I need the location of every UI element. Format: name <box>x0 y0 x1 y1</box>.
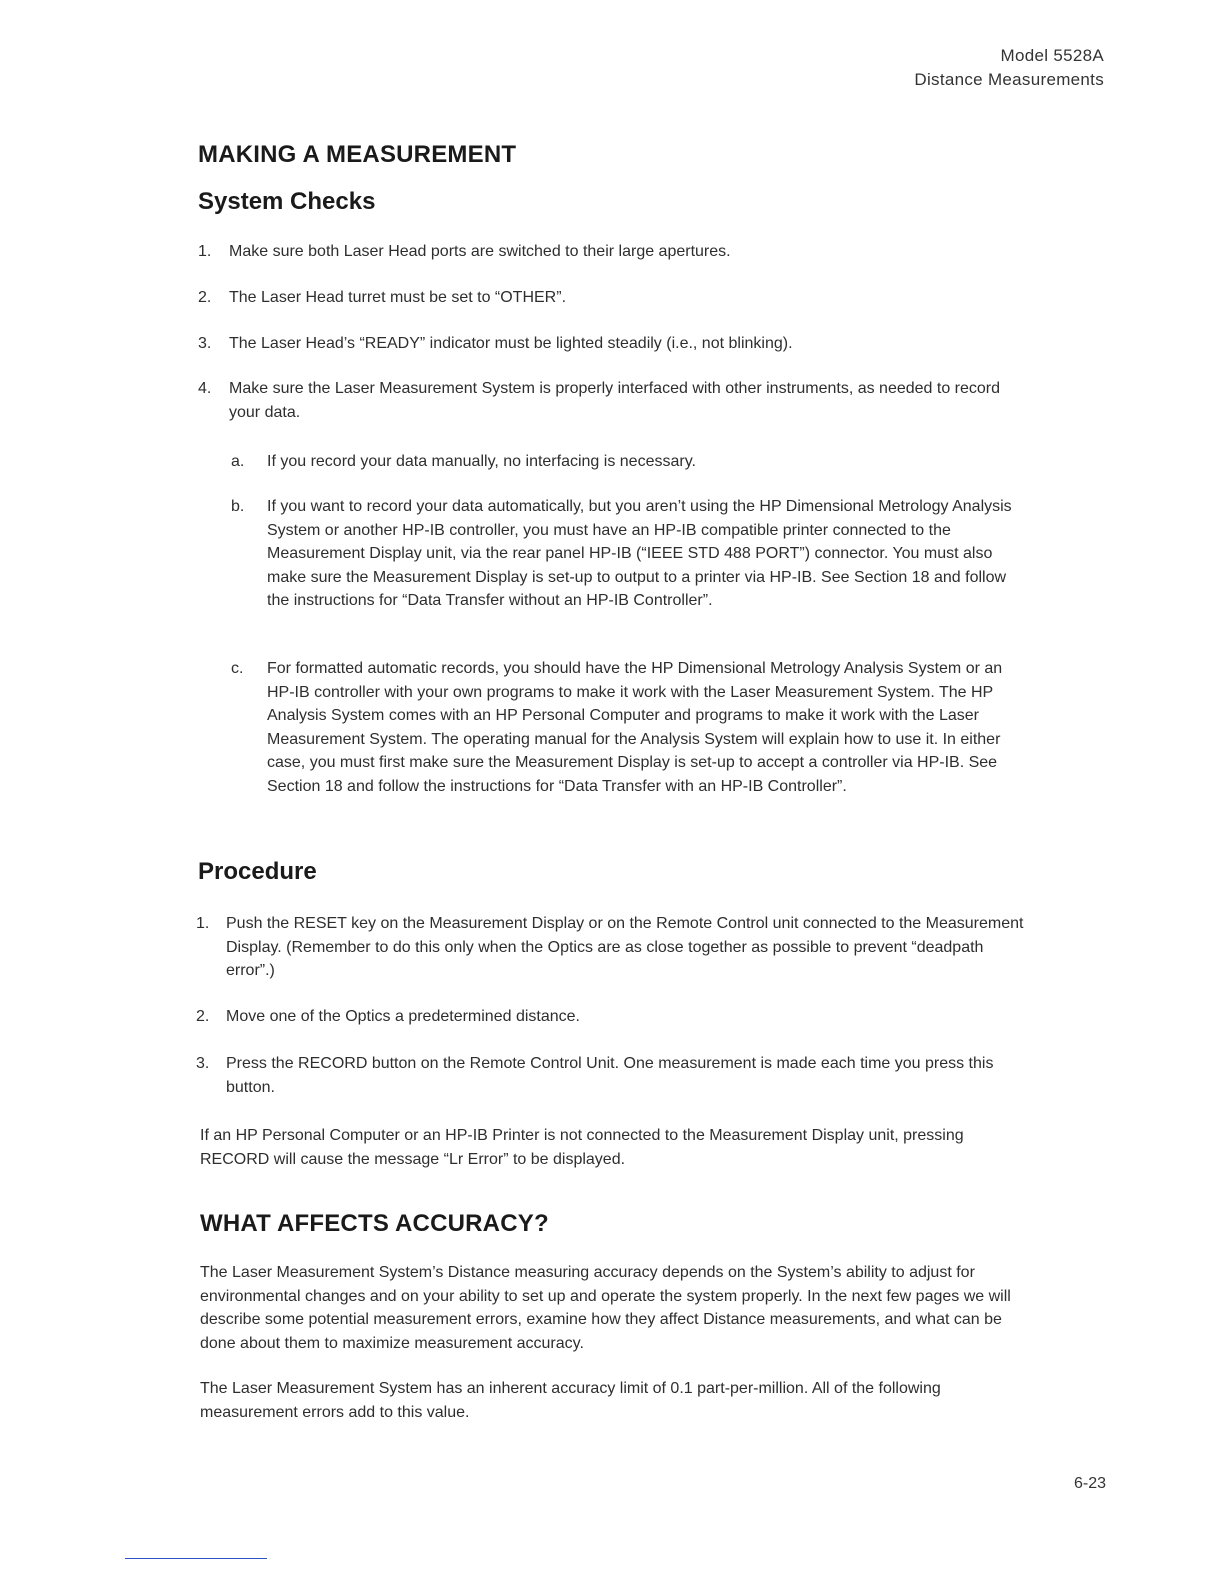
page-header <box>914 44 1104 92</box>
item-letter: c. <box>231 660 244 677</box>
item-letter: a. <box>231 453 245 470</box>
item-number: 1. <box>196 915 210 932</box>
item-text: Push the RESET key on the Measurement Display or on the Remote Control unit connected to the Measurement Display. (Remember to do this only when the Optics are as close together as possible to prevent “deadpath error”.) <box>226 915 1024 979</box>
accuracy-heading: WHAT AFFECTS ACCURACY? <box>200 1210 549 1237</box>
item-text: Make sure the Laser Measurement System is properly interfaced with other instruments, as needed to record your data. <box>229 380 1001 421</box>
item-text: Move one of the Optics a predetermined distance. <box>226 1008 580 1025</box>
item-number: 3. <box>196 1055 210 1072</box>
item-number: 4. <box>198 380 212 397</box>
page-number: 6-23 <box>1073 1475 1106 1492</box>
item-text: The Laser Head’s “READY” indicator must be lighted steadily (i.e., not blinking). <box>229 335 793 352</box>
procedure-heading: Procedure <box>198 858 317 885</box>
header-model: Model 5528A <box>1000 46 1104 65</box>
item-text: If you record your data manually, no interfacing is necessary. <box>267 453 696 470</box>
making-measurement-heading: MAKING A MEASUREMENT <box>198 141 517 168</box>
item-number: 3. <box>198 335 212 352</box>
item-text: Press the RECORD button on the Remote Control Unit. One measurement is made each time you press this button. <box>226 1055 994 1096</box>
item-text: If you want to record your data automatically, but you aren’t using the HP Dimensional Metrology Analysis System or another HP-IB controller, you must have an HP-IB compatible printer connected to the Measurement Display unit, via the rear panel HP-IB (“IEEE STD 488 PORT”) connector. You must also make sure the Measurement Display is set-up to output to a printer via HP-IB. See Section 18 and follow the instructions for “Data Transfer without an HP-IB Controller”. <box>267 498 1012 609</box>
item-text: For formatted automatic records, you should have the HP Dimensional Metrology Analysis System or an HP-IB controller with your own programs to make it work with the Laser Measurement System. The HP Analysis System comes with an HP Personal Computer and programs to make it work with the Laser Measurement System. The operating manual for the Analysis System will explain how to use it. In either case, you must first make sure the Measurement Display is set-up to accept a controller via HP-IB. See Section 18 and follow the instructions for “Data Transfer with an HP-IB Controller”. <box>267 660 1003 795</box>
item-text: The Laser Head turret must be set to “OTHER”. <box>229 289 567 306</box>
item-number: 2. <box>198 289 212 306</box>
item-text: Make sure both Laser Head ports are switched to their large apertures. <box>229 243 731 260</box>
procedure-note: If an HP Personal Computer or an HP-IB Printer is not connected to the Measurement Display unit, pressing RECORD will cause the message “Lr Error” to be displayed. <box>200 1127 964 1168</box>
accuracy-paragraph-2: The Laser Measurement System has an inherent accuracy limit of 0.1 part-per-million. All of the following measurement errors add to this value. <box>200 1380 941 1421</box>
item-letter: b. <box>231 498 245 515</box>
system-checks-heading: System Checks <box>198 188 376 215</box>
item-number: 2. <box>196 1008 210 1025</box>
header-section: Distance Measurements <box>914 70 1104 89</box>
item-number: 1. <box>198 243 212 260</box>
footer-rule <box>125 1558 267 1559</box>
accuracy-paragraph-1: The Laser Measurement System’s Distance measuring accuracy depends on the System’s ability to adjust for environmental changes and on your ability to set up and operate the system properly. In the next few pages we will describe some potential measurement errors, examine how they affect Distance measurements, and what can be done about them to maximize measurement accuracy. <box>200 1264 1011 1352</box>
